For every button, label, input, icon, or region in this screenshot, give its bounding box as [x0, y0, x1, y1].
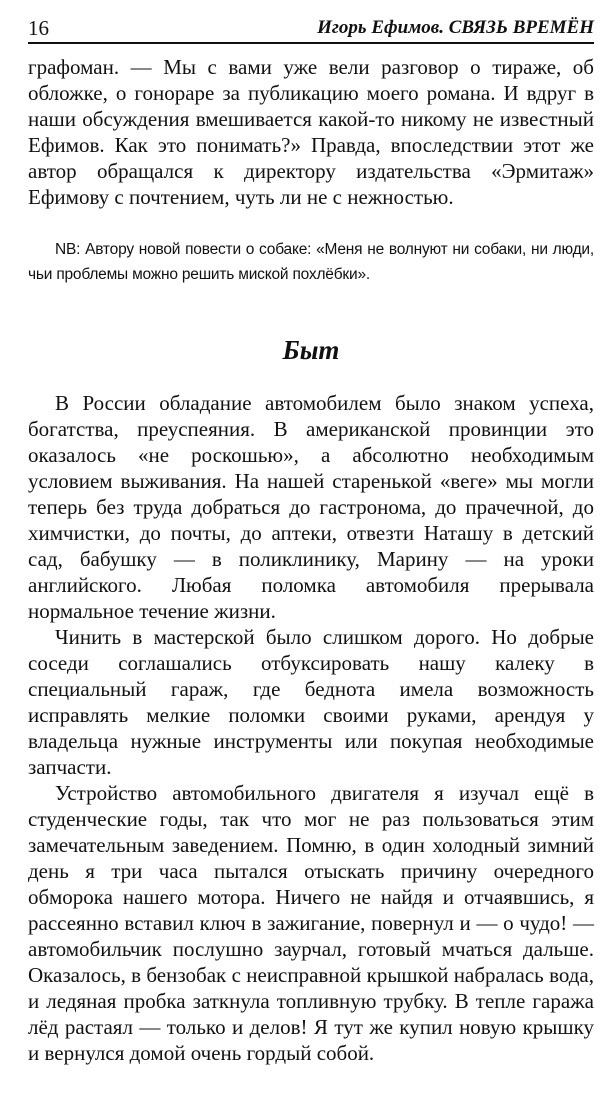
- paragraph-1: В России обладание автомобилем было знаком успеха, богатства, преуспеяния. В американской провинции это оказалось «не роскошью», а абсолютно необходимым условием выживания. На нашей старенькой «веге» мы могли теперь без труда добраться до гастронома, до прачечной, до химчистки, до почты, до аптеки, отвезти Наташу в детский сад, бабушку — в поликлинику, Марину — на уроки английского. Любая поломка автомобиля прерывала нормальное течение жизни.: [28, 391, 594, 623]
- page-content: [28, 54, 594, 1066]
- page-header: [28, 12, 594, 44]
- section-title: Быт: [282, 335, 340, 365]
- page-number: 16: [28, 16, 49, 40]
- paragraph-3: Устройство автомобильного двигателя я изучал ещё в студенческие годы, так что мог не раз пользоваться этим замечательным заведением. Помню, в один холодный зимний день я три часа пытался отыскать причину очередного обморока нашего мотора. Ничего не найдя и отчаявшись, я рассеянно вставил ключ в зажигание, повернул и — о чудо! — автомобильчик послушно заурчал, готовый мчаться дальше. Оказалось, в бензобак с неисправной крышкой набралась вода, и ледяная пробка заткнула топливную трубку. В тепле гаража лёд растаял — только и делов! Я тут же купил новую крышку и вернулся домой очень гордый собой.: [28, 781, 594, 1065]
- paragraph-2: Чинить в мастерской было слишком дорого. Но добрые соседи соглашались отбуксировать нашу калеку в специальный гараж, где беднота имела возможность исправлять мелкие поломки своими руками, арендуя у владельца нужные инструменты или покупая необходимые запчасти.: [28, 625, 594, 779]
- intro-paragraph: графоман. — Мы с вами уже вели разговор о тираже, об обложке, о гонораре за публикацию моего романа. И вдруг в наши обсуждения вмешивается какой-то никому не известный Ефимов. Как это понимать?» Правда, впоследствии этот же автор обращался к директору издательства «Эрмитаж» Ефимову с почтением, чуть ли не с нежностью.: [28, 55, 594, 209]
- running-title: Игорь Ефимов. СВЯЗЬ ВРЕМЁН: [317, 17, 594, 38]
- nb-note: NB: Автору новой повести о собаке: «Меня не волнуют ни собаки, ни люди, чьи проблемы можно решить миской похлёбки».: [28, 241, 594, 283]
